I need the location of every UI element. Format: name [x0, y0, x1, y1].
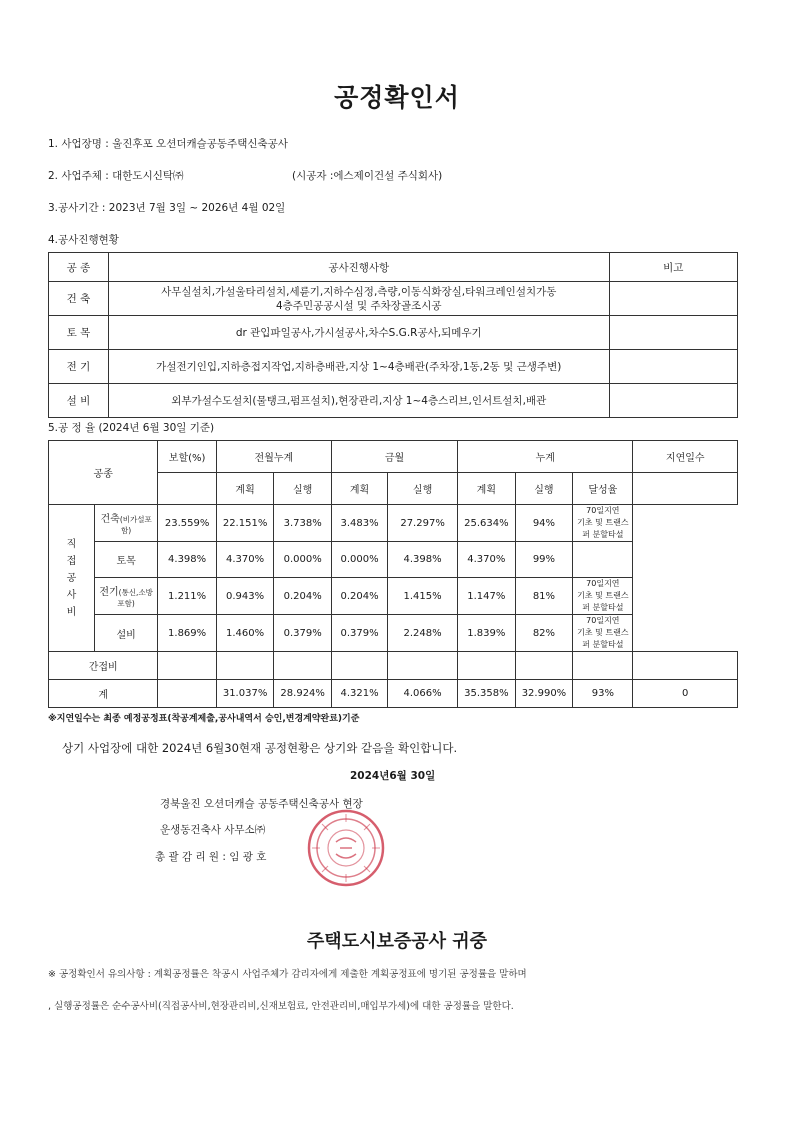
total-curr-actual: 4.066%: [388, 680, 458, 708]
table-row: [49, 652, 738, 680]
table-row: [49, 316, 738, 350]
cum-actual: 1.839%: [458, 615, 516, 652]
delay-footnote: ※지연일수는 최종 예정공정표(착공계제출,공사내역서 승인,변경계약완료)기준: [48, 714, 360, 724]
progress-status-table: [48, 252, 738, 418]
remarks-cell: [609, 350, 737, 384]
contractor: (시공자 :에스제이건설 주식회사): [292, 170, 443, 182]
document-title: 공정확인서: [334, 83, 460, 112]
table-row: [49, 350, 738, 384]
table-row: [49, 505, 738, 542]
table-row: [49, 542, 738, 578]
remarks-cell: [609, 316, 737, 350]
col-plan: 계획: [331, 473, 387, 505]
cum-plan: 4.398%: [388, 542, 458, 578]
official-seal-icon: [306, 808, 386, 888]
achievement: 94%: [515, 505, 573, 542]
curr-actual: 0.204%: [331, 578, 387, 615]
total-curr-plan: 4.321%: [331, 680, 387, 708]
footnote-2: , 실행공정률은 순수공사비(직접공사비,현장관리비,신재보험료, 안전관리비,매입부가세)에 대한 공정률을 말한다.: [48, 1001, 514, 1012]
col-achievement: 달성율: [573, 473, 633, 505]
col-plan: 계획: [216, 473, 274, 505]
progress-section-title: 4.공사진행현황: [48, 234, 119, 246]
curr-actual: 0.000%: [331, 542, 387, 578]
header-progress: 공사진행사항: [108, 253, 609, 282]
trade-cell: 설 비: [49, 384, 109, 418]
confirmation-text: 상기 사업장에 대한 2024년 6월30현재 공정현황은 상기와 같음을 확인합니다.: [62, 741, 458, 755]
progress-rate-table: [48, 440, 738, 708]
total-label: 계: [49, 680, 158, 708]
trade-sub: (통신,소방포함): [117, 588, 153, 608]
construction-period: 3.공사기간 : 2023년 7월 3일 ~ 2026년 4월 02일: [48, 202, 286, 214]
header-cumulative: 누계: [458, 441, 633, 473]
prev-actual: 1.460%: [216, 615, 274, 652]
progress-desc: 사무실설치,가설울타리설치,세륜기,지하수심정,측량,이동식화장실,타워크레인설치가동: [161, 285, 557, 298]
confirmation-date: 2024년6월 30일: [350, 770, 436, 782]
cum-actual: 1.147%: [458, 578, 516, 615]
curr-plan: 0.204%: [274, 578, 332, 615]
header-ratio: 보할(%): [158, 441, 216, 473]
cum-plan: 2.248%: [388, 615, 458, 652]
prev-actual: 0.943%: [216, 578, 274, 615]
header-prev-month: 전월누계: [216, 441, 331, 473]
prev-actual: 4.370%: [216, 542, 274, 578]
achievement: 99%: [515, 542, 573, 578]
delay-reason: 기초 및 트랜스퍼 분할타설: [577, 518, 629, 539]
header-remarks: 비고: [609, 253, 737, 282]
trade-cell: 건축: [100, 514, 120, 525]
col-actual: 실행: [388, 473, 458, 505]
total-row: [49, 680, 738, 708]
curr-plan: 0.379%: [274, 615, 332, 652]
curr-plan: 0.000%: [274, 542, 332, 578]
total-prev-actual: 28.924%: [274, 680, 332, 708]
total-cum-plan: 35.358%: [458, 680, 516, 708]
total-achievement: 93%: [573, 680, 633, 708]
prev-plan: 1.869%: [158, 615, 216, 652]
project-name: 1. 사업장명 : 울진후포 오션더캐슬공동주택신축공사: [48, 138, 288, 150]
rate-section-title: 5.공 정 율 (2024년 6월 30일 기준): [48, 422, 215, 434]
delay-reason: 기초 및 트랜스퍼 분할타설: [577, 591, 629, 612]
progress-desc: 가설전기인입,지하층접지작업,지하층배관,지상 1~4층배관(주차장,1동,2동 및 근생주변): [108, 350, 609, 384]
header-trade: 공 종: [49, 253, 109, 282]
prev-actual: 22.151%: [216, 505, 274, 542]
cum-actual: 4.370%: [458, 542, 516, 578]
curr-plan: 3.738%: [274, 505, 332, 542]
cum-plan: 27.297%: [388, 505, 458, 542]
trade-cell: 전 기: [49, 350, 109, 384]
table-row: [49, 384, 738, 418]
trade-sub: (비가설포함): [119, 515, 152, 535]
supervisor-name: 총 괄 감 리 원 : 임 광 호: [155, 851, 267, 863]
header-trade: 공종: [49, 441, 158, 505]
prev-plan: 1.211%: [158, 578, 216, 615]
trade-cell: 건 축: [49, 282, 109, 316]
total-cum-actual: 32.990%: [515, 680, 573, 708]
prev-plan: 4.398%: [158, 542, 216, 578]
progress-desc-line2: 4층주민공공시설 및 주차장골조시공: [275, 299, 442, 312]
trade-cell: 전기: [99, 587, 119, 598]
delay-days: 70일지연: [586, 579, 620, 588]
indirect-cost-label: 간접비: [49, 652, 158, 680]
achievement: 82%: [515, 615, 573, 652]
developer: 2. 사업주체 : 대한도시신탁㈜: [48, 170, 184, 182]
total-prev-plan: 31.037%: [216, 680, 274, 708]
table-row: [49, 615, 738, 652]
delay-reason: 기초 및 트랜스퍼 분할타설: [577, 628, 629, 649]
progress-desc: dr 관입파일공사,가시설공사,차수S.G.R공사,되메우기: [108, 316, 609, 350]
recipient-title: 주택도시보증공사 귀중: [306, 931, 488, 952]
table-row: [49, 282, 738, 316]
delay-days: 70일지연: [586, 616, 620, 625]
progress-desc: 외부가설수도설치(물탱크,펌프설치),현장관리,지상 1~4층스리브,인서트설치,배관: [108, 384, 609, 418]
footnote-1: ※ 공정확인서 유의사항 : 계획공정률은 착공시 사업주체가 감리자에게 제출한 계획공정표에 명기된 공정률을 말하며: [48, 969, 527, 980]
trade-cell: 토 목: [49, 316, 109, 350]
office-name: 운생동건축사 사무소㈜: [160, 824, 266, 836]
table-row: [49, 578, 738, 615]
trade-cell: 토목: [116, 556, 136, 567]
col-actual: 실행: [274, 473, 332, 505]
total-delay: 0: [633, 680, 738, 708]
curr-actual: 0.379%: [331, 615, 387, 652]
achievement: 81%: [515, 578, 573, 615]
remarks-cell: [609, 282, 737, 316]
remarks-cell: [609, 384, 737, 418]
col-plan: 계획: [458, 473, 516, 505]
curr-actual: 3.483%: [331, 505, 387, 542]
cum-actual: 25.634%: [458, 505, 516, 542]
site-name: 경북울진 오션더캐슬 공동주택신축공사 현장: [160, 798, 363, 810]
cum-plan: 1.415%: [388, 578, 458, 615]
delay-days: 70일지연: [586, 506, 620, 515]
direct-cost-label: 직 접 공 사 비: [49, 505, 95, 652]
col-actual: 실행: [515, 473, 573, 505]
trade-cell: 설비: [116, 629, 136, 641]
prev-plan: 23.559%: [158, 505, 216, 542]
header-current-month: 금월: [331, 441, 457, 473]
header-delay-days: 지연일수: [633, 441, 738, 473]
